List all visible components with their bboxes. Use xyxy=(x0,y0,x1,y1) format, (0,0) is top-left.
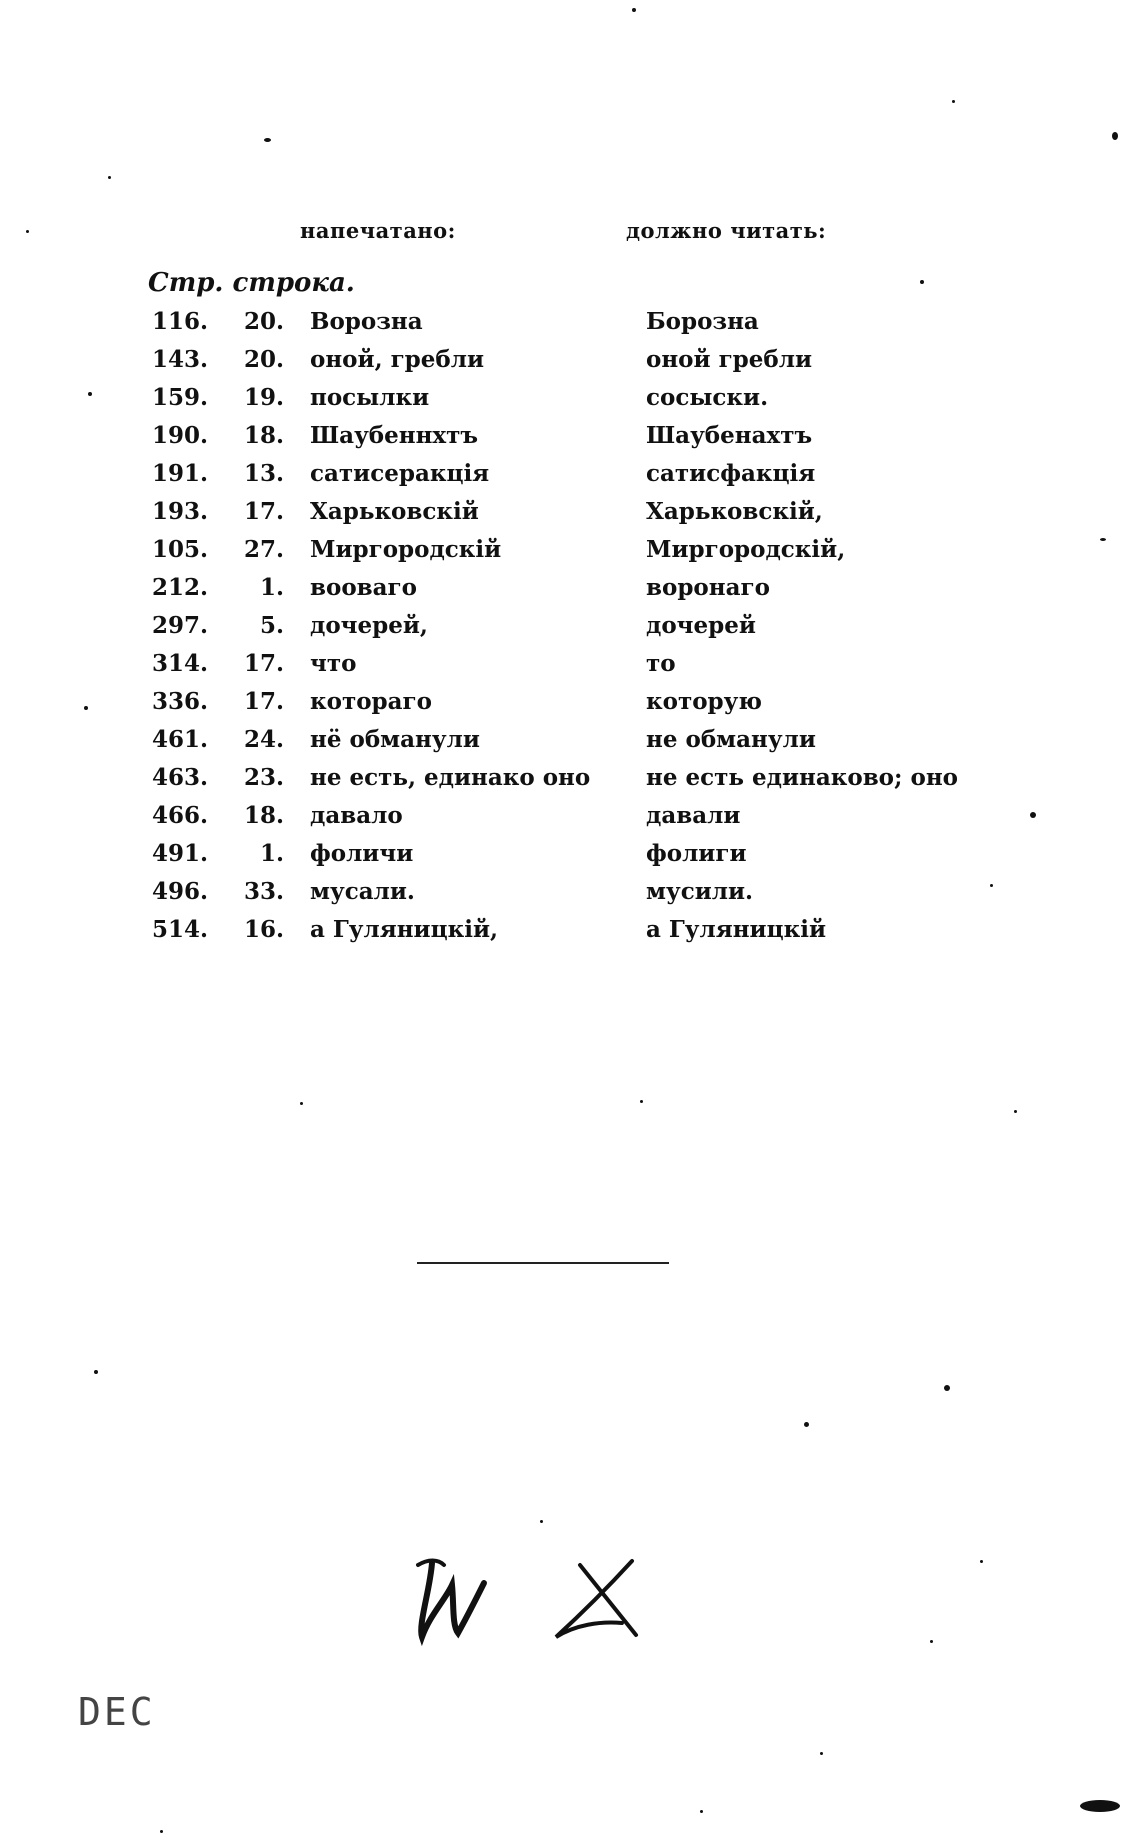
scan-speck xyxy=(990,884,993,887)
errata-row xyxy=(0,688,1140,726)
header-printed: напечатано: xyxy=(300,218,456,243)
errata-printed-text: Миргородскій xyxy=(310,536,502,563)
errata-printed-text: котораго xyxy=(310,688,432,715)
scan-speck xyxy=(26,230,29,233)
errata-row xyxy=(0,726,1140,764)
scan-speck xyxy=(1112,132,1118,140)
errata-line-number: 23. xyxy=(244,764,285,791)
scan-speck xyxy=(804,1422,809,1427)
errata-row xyxy=(0,878,1140,916)
column-header: Стр. строка. xyxy=(148,268,355,298)
errata-row xyxy=(0,916,1140,954)
scan-speck xyxy=(920,280,924,284)
scan-speck xyxy=(930,1640,933,1643)
errata-line-number: 17. xyxy=(244,498,285,525)
handwritten-mark-drawing xyxy=(410,1545,670,1655)
errata-correct-text: оной гребли xyxy=(646,346,813,373)
errata-printed-text: не есть, единако оно xyxy=(310,764,591,791)
scan-speck xyxy=(1030,812,1036,818)
errata-row xyxy=(0,840,1140,878)
errata-correct-text: дочерей xyxy=(646,612,756,639)
errata-correct-text: воронаго xyxy=(646,574,770,601)
scan-speck xyxy=(88,392,92,396)
scan-speck xyxy=(264,138,271,142)
errata-printed-text: Шаубеннхтъ xyxy=(310,422,479,449)
errata-page-number: 159. xyxy=(151,384,208,411)
errata-correct-text: Миргородскій, xyxy=(646,536,846,563)
errata-row xyxy=(0,460,1140,498)
errata-printed-text: сатисеракція xyxy=(310,460,490,487)
errata-line-number: 13. xyxy=(244,460,285,487)
errata-printed-text: давало xyxy=(310,802,403,829)
errata-row xyxy=(0,612,1140,650)
scan-speck xyxy=(700,1810,703,1813)
errata-page-number: 496. xyxy=(151,878,208,905)
errata-line-number: 17. xyxy=(244,688,285,715)
errata-correct-text: Борозна xyxy=(646,308,759,335)
scan-speck xyxy=(952,100,955,103)
scan-speck xyxy=(1014,1110,1017,1113)
errata-page-number: 105. xyxy=(151,536,208,563)
errata-row xyxy=(0,422,1140,460)
errata-page-number: 193. xyxy=(151,498,208,525)
errata-correct-text: мусили. xyxy=(646,878,754,905)
errata-correct-text: давали xyxy=(646,802,741,829)
divider-rule xyxy=(417,1262,669,1264)
errata-page-number: 491. xyxy=(151,840,208,867)
errata-page-number: 514. xyxy=(151,916,208,943)
errata-line-number: 16. xyxy=(244,916,285,943)
errata-correct-text: сосыски. xyxy=(646,384,769,411)
errata-line-number: 5. xyxy=(259,612,284,639)
scan-speck xyxy=(94,1370,98,1374)
errata-correct-text: которую xyxy=(646,688,762,715)
errata-line-number: 20. xyxy=(244,308,285,335)
scan-speck xyxy=(160,1830,163,1833)
handwritten-mark xyxy=(410,1545,670,1659)
errata-correct-text: сатисфакція xyxy=(646,460,816,487)
scan-speck xyxy=(632,8,636,12)
scan-speck xyxy=(108,176,111,179)
errata-row xyxy=(0,574,1140,612)
errata-page-number: 116. xyxy=(151,308,208,335)
errata-printed-text: посылки xyxy=(310,384,430,411)
errata-page-number: 466. xyxy=(151,802,208,829)
errata-row xyxy=(0,802,1140,840)
errata-correct-text: Харьковскій, xyxy=(646,498,823,525)
errata-page-number: 297. xyxy=(151,612,208,639)
errata-row xyxy=(0,764,1140,802)
errata-page-number: 461. xyxy=(151,726,208,753)
errata-line-number: 20. xyxy=(244,346,285,373)
errata-correct-text: не есть единаково; оно xyxy=(646,764,959,791)
errata-correct-text: фолиги xyxy=(646,840,747,867)
scan-speck xyxy=(300,1102,303,1105)
errata-row xyxy=(0,384,1140,422)
errata-printed-text: а Гуляницкій, xyxy=(310,916,499,943)
errata-page-number: 143. xyxy=(151,346,208,373)
scan-speck xyxy=(84,706,88,710)
errata-line-number: 27. xyxy=(244,536,285,563)
errata-line-number: 18. xyxy=(244,422,285,449)
errata-row xyxy=(0,650,1140,688)
errata-row xyxy=(0,346,1140,384)
errata-correct-text: а Гуляницкій xyxy=(646,916,827,943)
errata-row xyxy=(0,498,1140,536)
errata-printed-text: фоличи xyxy=(310,840,414,867)
errata-page-number: 336. xyxy=(151,688,208,715)
errata-printed-text: мусали. xyxy=(310,878,415,905)
scan-speck xyxy=(820,1752,823,1755)
scan-speck xyxy=(540,1520,543,1523)
scan-speck xyxy=(980,1560,983,1563)
errata-row xyxy=(0,308,1140,346)
errata-page-number: 212. xyxy=(151,574,208,601)
errata-correct-text: Шаубенахтъ xyxy=(646,422,813,449)
errata-page-number: 314. xyxy=(151,650,208,677)
errata-printed-text: Харьковскій xyxy=(310,498,479,525)
errata-page-number: 191. xyxy=(151,460,208,487)
errata-line-number: 18. xyxy=(244,802,285,829)
scan-speck xyxy=(1100,538,1106,541)
errata-correct-text: то xyxy=(646,650,676,677)
errata-correct-text: не обманули xyxy=(646,726,816,753)
scan-speck xyxy=(944,1385,950,1391)
errata-table xyxy=(0,308,1140,954)
scan-speck xyxy=(1080,1800,1120,1812)
errata-printed-text: оной, гребли xyxy=(310,346,485,373)
errata-line-number: 1. xyxy=(259,840,284,867)
date-stamp: DEC xyxy=(78,1690,156,1734)
errata-printed-text: что xyxy=(310,650,357,677)
errata-line-number: 24. xyxy=(244,726,285,753)
errata-page-number: 463. xyxy=(151,764,208,791)
errata-printed-text: дочерей, xyxy=(310,612,428,639)
errata-page-number: 190. xyxy=(151,422,208,449)
errata-printed-text: нё обманули xyxy=(310,726,480,753)
errata-line-number: 17. xyxy=(244,650,285,677)
errata-printed-text: вооваго xyxy=(310,574,417,601)
errata-line-number: 1. xyxy=(259,574,284,601)
scan-speck xyxy=(640,1100,643,1103)
header-correct: должно читать: xyxy=(626,218,827,243)
errata-line-number: 33. xyxy=(244,878,285,905)
errata-line-number: 19. xyxy=(244,384,285,411)
errata-row xyxy=(0,536,1140,574)
errata-printed-text: Ворозна xyxy=(310,308,423,335)
